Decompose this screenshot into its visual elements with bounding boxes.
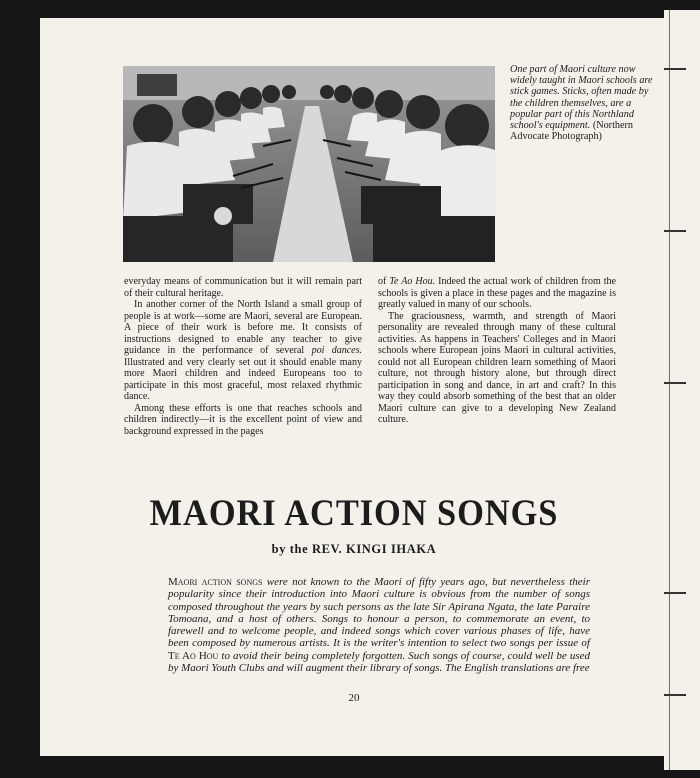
binding-mark [664, 382, 686, 384]
photo-credit: (Northern Advocate Photograph) [510, 120, 633, 143]
magazine-name: Te Ao Hou. [389, 276, 436, 287]
binding-mark [664, 592, 686, 594]
binding-rule [669, 10, 670, 770]
text-run: In another corner of the North Island a small group of people is at work—some are Maori, several are European. A piece of their work is before me. It consists of instructions designed to enable any teacher to give guidance in the performance of several [124, 299, 362, 356]
emphasis-poi-dances: poi dances. [311, 345, 362, 356]
article-title: MAORI ACTION SONGS [149, 493, 559, 534]
text-run: Illustrated and very clearly set out it should enable many more Maori children and indeed Europeans too to participate in this most graceful, most relaxed rhythmic dance. [124, 356, 362, 402]
paragraph [124, 299, 362, 403]
page-binding-edge [664, 10, 700, 770]
page-number: 20 [348, 692, 360, 704]
article-intro [168, 576, 590, 674]
magazine-name-smallcaps: Te Ao Hou [168, 649, 219, 662]
intro-text: were not known to the Maori of fifty years ago, but nevertheless their popularity since their introduction into Maori culture is obvious from the number of songs composed throughout the years by such persons as the late Sir Apirana Ngata, the late Paraire Tomoana, and a host of others. Songs to honour a person, to commemorate an event, to farewell and to welcome people, and indeed songs which cover various phases of life, have been composed by numerous artists. It is the writer's intention to select two songs per issue of [168, 576, 590, 650]
intro-lead: Maori action songs [168, 576, 263, 588]
magazine-page [40, 18, 668, 756]
stick-games-photo [123, 66, 495, 262]
binding-mark [664, 694, 686, 696]
paragraph: everyday means of communication but it will remain part of their cultural heritage. [124, 276, 362, 299]
paragraph: Among these efforts is one that reaches schools and children indirectly—it is the excellent point of view and background expressed in the pages [124, 402, 362, 437]
intro-text: to avoid their being completely forgotten. Such songs of course, could well be used by Maori Youth Clubs and will augment their library of songs. The English translations are free [168, 649, 590, 675]
paragraph: The graciousness, warmth, and strength of Maori personality are revealed through many of these cultural activities. As happens in Teachers' Colleges and in Maori schools where European joins Maori in cultural activities, could not all European children learn something of Maori culture, not through history alone, but through direct participation in song and dance, in art and craft? In this way they could absorb something of the best that an older Maori culture can give to a developing New Zealand culture. [378, 310, 616, 425]
text-run: of [378, 276, 390, 287]
binding-mark [664, 68, 686, 70]
caption-text: One part of Maori culture now widely taught in Maori schools are stick games. Sticks, often made by the children themselves, are a popular part of this Northland school's equipment. [510, 64, 653, 132]
text-column-right [378, 276, 616, 426]
text-column-left [124, 276, 362, 437]
paragraph [378, 276, 616, 311]
text-run: Indeed the actual work of children from the schools is given a place in these pages and the magazine is greatly valued in many of our schools. [378, 276, 616, 310]
photo-caption [510, 64, 660, 142]
article-byline: by the REV. KINGI IHAKA [271, 542, 437, 556]
photo-illustration [123, 66, 495, 262]
binding-mark [664, 230, 686, 232]
